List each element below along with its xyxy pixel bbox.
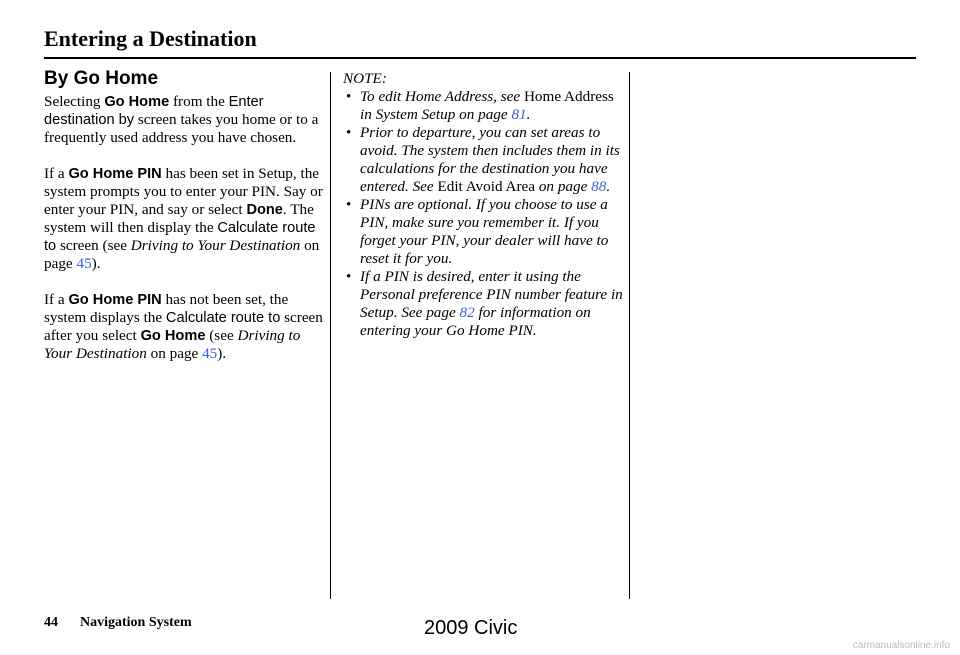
text: If a (44, 165, 69, 182)
enter-destination-screen-term: Enter destination by (44, 94, 264, 128)
page-title: Entering a Destination (44, 26, 257, 51)
text: screen takes you home or to a frequently used address you have chosen. (44, 111, 319, 146)
notes-list (343, 88, 628, 340)
reference-title: Driving to Your Destination (130, 237, 301, 254)
note-title: NOTE: (343, 70, 387, 87)
text: screen (see (56, 237, 131, 254)
note-item (343, 268, 628, 340)
edit-avoid-area-term: Edit Avoid Area (437, 178, 536, 195)
column-divider-left (330, 72, 331, 599)
home-address-term: Home Address (523, 88, 614, 105)
text: . The system will then display the (44, 201, 314, 236)
note-item (343, 88, 628, 124)
text: If a PIN is desired, enter it using the Personal preference PIN number feature in Setup. See page (360, 268, 623, 321)
note-item (343, 196, 628, 268)
paragraph-pin-set (44, 165, 324, 273)
page-link-82[interactable]: 82 (459, 304, 475, 321)
text: screen after you select (44, 309, 323, 344)
text: (see (205, 327, 238, 344)
text: Selecting (44, 93, 105, 110)
text: . (526, 106, 531, 123)
done-term: Done (246, 202, 283, 218)
text: Prior to departure, you can set areas to avoid. The system then includes them in its calculations for the destination you have entered. See (360, 124, 620, 195)
page-link-45[interactable]: 45 (76, 255, 92, 272)
text: ). (217, 345, 227, 362)
section-heading: By Go Home (44, 68, 159, 89)
go-home-term: Go Home (104, 94, 170, 110)
vehicle-model: 2009 Civic (424, 617, 518, 639)
text: ). (91, 255, 101, 272)
text: in System Setup on page (360, 106, 512, 123)
main-column (44, 68, 324, 381)
page-link-45[interactable]: 45 (202, 345, 218, 362)
text: on page (44, 237, 320, 272)
column-divider-right (629, 72, 630, 599)
text: . (606, 178, 611, 195)
title-rule (44, 57, 916, 59)
paragraph-intro (44, 93, 324, 147)
go-home-term: Go Home (140, 328, 206, 344)
text: PINs are optional. If you choose to use a PIN, make sure you remember it. If you forget your PIN, your dealer will have to reset it for you. (360, 196, 609, 267)
watermark: carmanualsonline.info (852, 640, 950, 651)
footer-section-name: Navigation System (80, 615, 192, 630)
text: has been set in Setup, the system prompts you to enter your PIN. Say or enter your PIN, and say or select (44, 165, 323, 218)
reference-title: Driving to Your Destination (44, 327, 301, 362)
go-home-pin-term: Go Home PIN (68, 166, 162, 182)
calculate-route-screen-term: Calculate route to (44, 220, 316, 254)
page-link-81[interactable]: 81 (511, 106, 527, 123)
text: To edit Home Address, see (360, 88, 524, 105)
text: from the (169, 93, 229, 110)
text: on page (146, 345, 203, 362)
calculate-route-screen-term: Calculate route to (165, 310, 281, 326)
text: If a (44, 291, 69, 308)
text: for information on entering your Go Home PIN. (360, 304, 591, 339)
text: on page (535, 178, 592, 195)
text: has not been set, the system displays the (44, 291, 289, 326)
page-number: 44 (44, 615, 58, 630)
notes-column (343, 70, 628, 340)
paragraph-pin-not-set (44, 291, 324, 363)
page-link-88[interactable]: 88 (591, 178, 607, 195)
go-home-pin-term: Go Home PIN (68, 292, 162, 308)
note-item (343, 124, 628, 196)
